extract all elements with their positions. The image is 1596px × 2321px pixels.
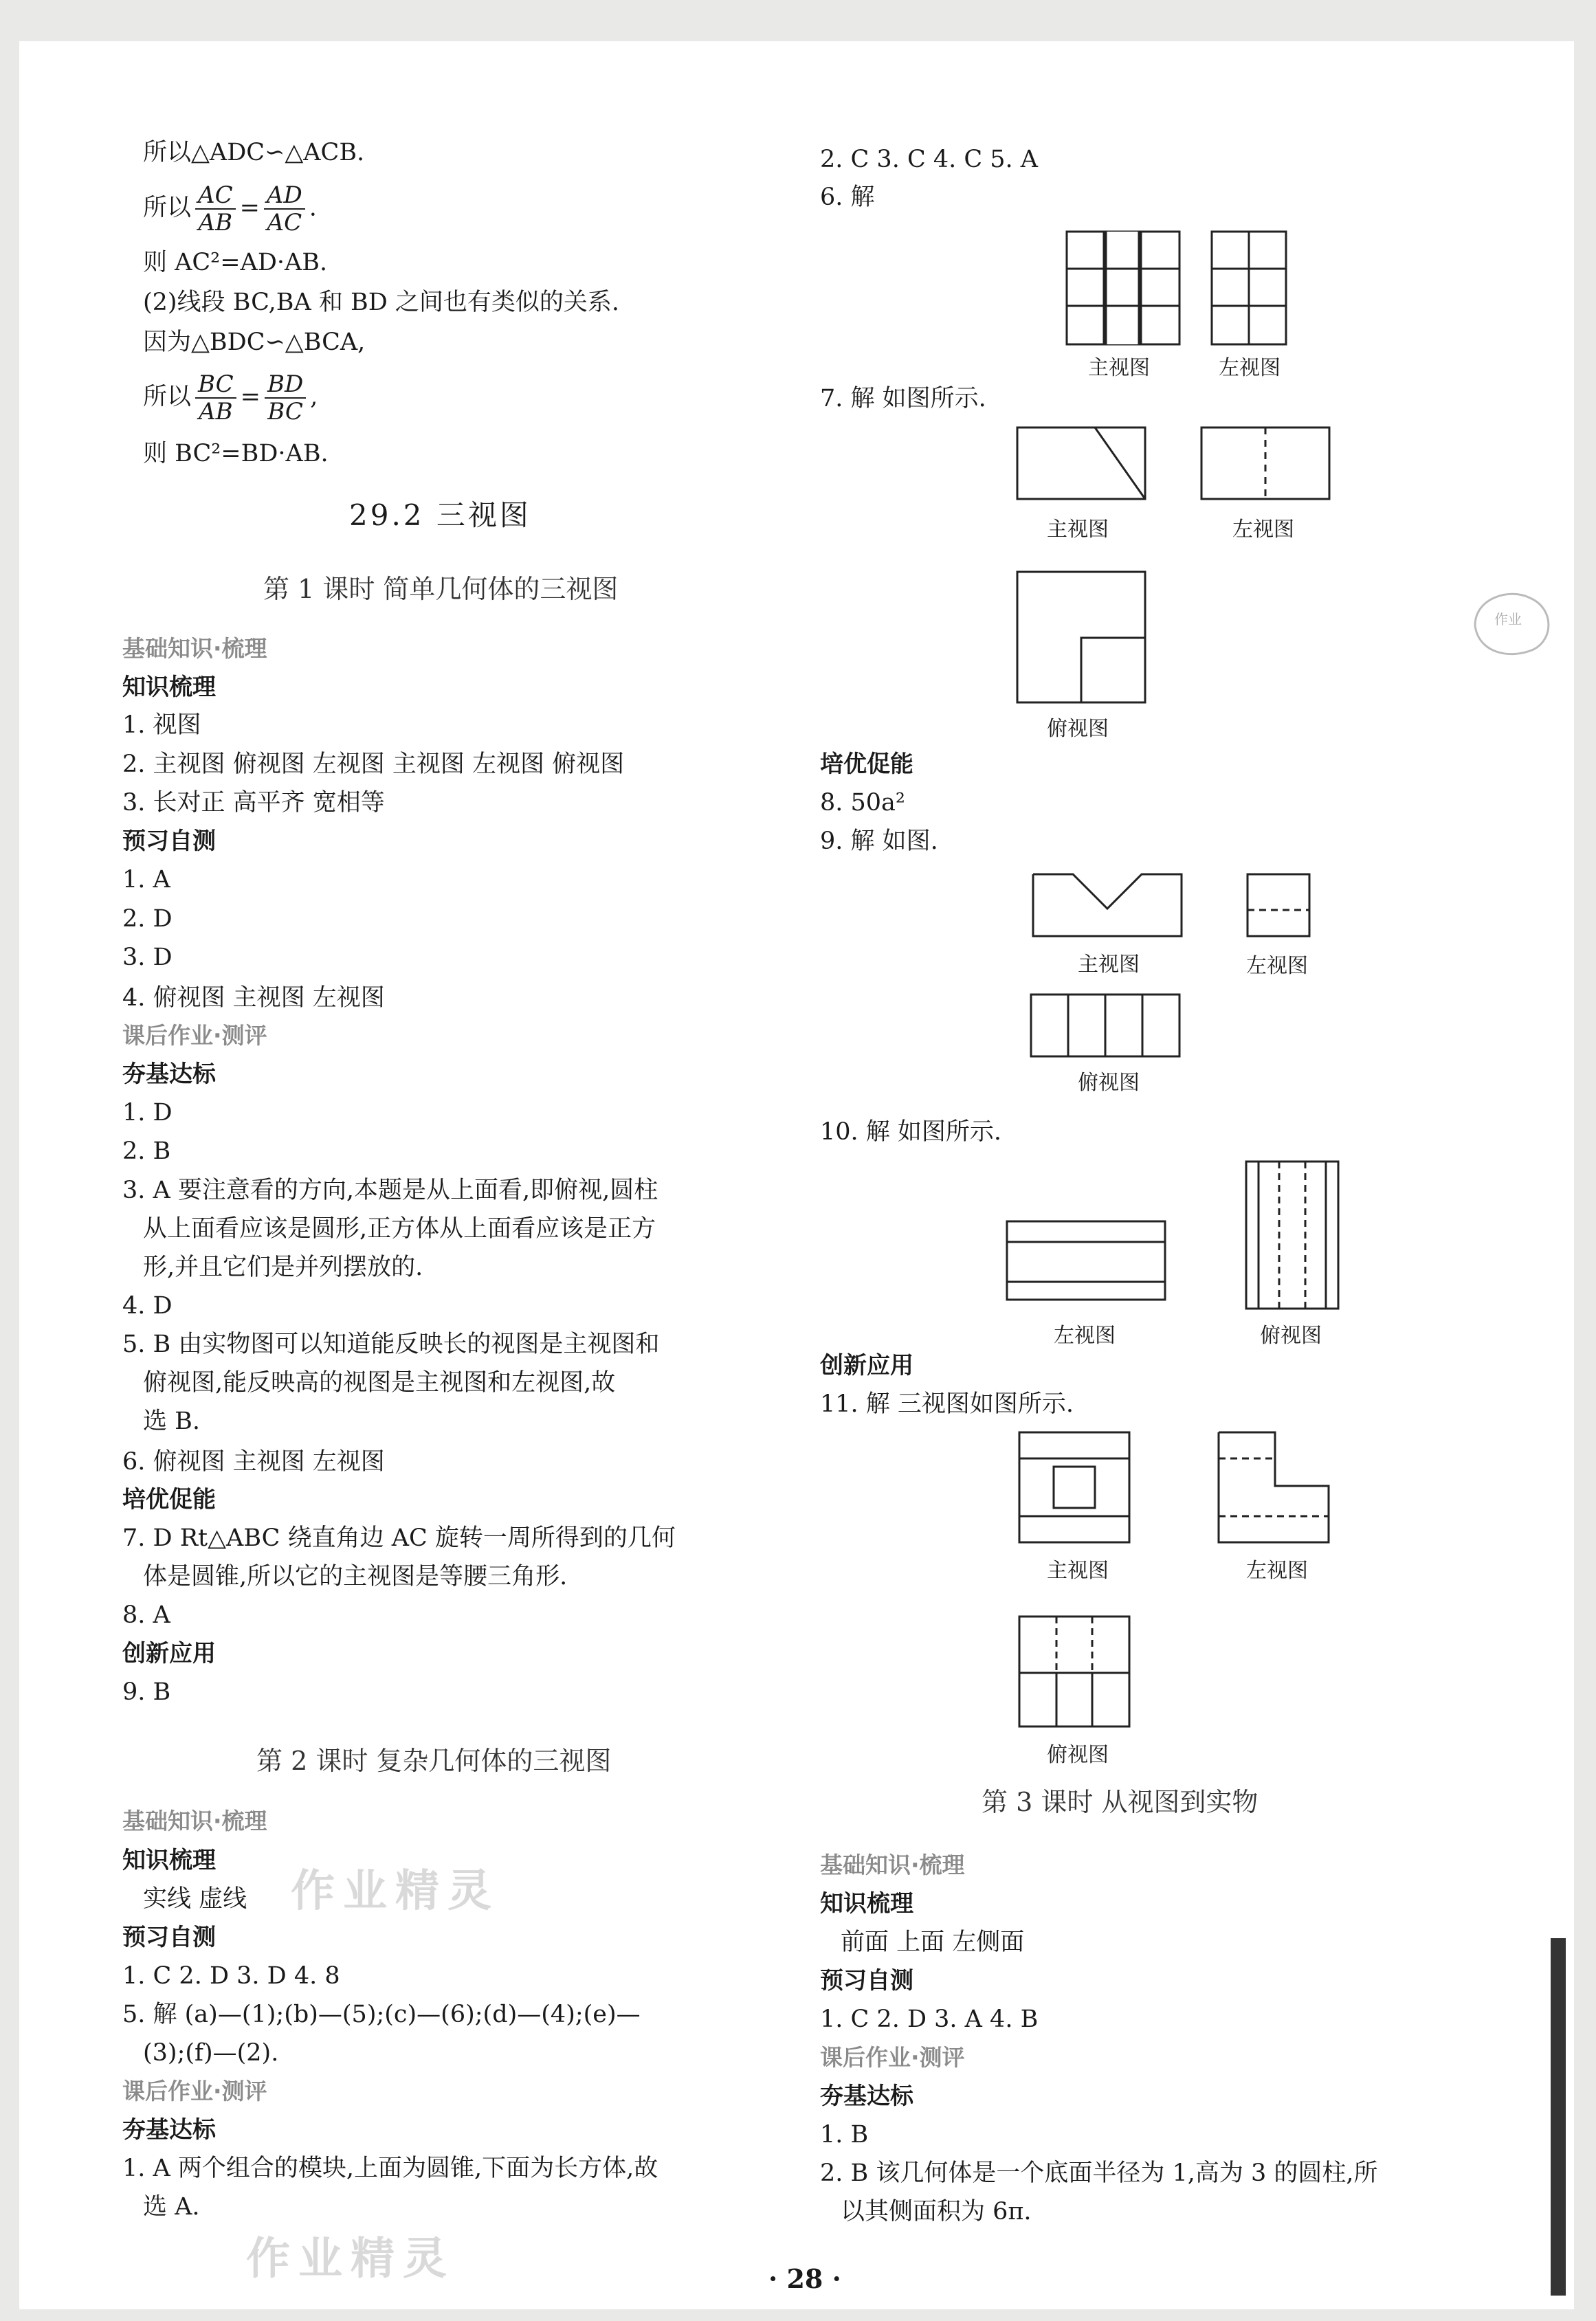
answer: 8. 50a² (820, 789, 905, 817)
heading: 培优促能 (122, 1486, 216, 1513)
answer: 2. 主视图 俯视图 左视图 主视图 左视图 俯视图 (122, 751, 625, 778)
page-number: · 28 · (768, 2263, 841, 2294)
heading: 创新应用 (820, 1352, 913, 1379)
group-heading: 课后作业·测评 (820, 2044, 965, 2071)
answer: 3. A 要注意看的方向,本题是从上面看,即俯视,圆柱 (122, 1177, 658, 1204)
group-heading: 基础知识·梳理 (122, 1808, 267, 1834)
fraction-line: 所以 $\frac{AC}{AB}$ = $\frac{AD}{AC}$ . (143, 181, 317, 236)
fraction-line: 所以 $\frac{BC}{AB}$ = $\frac{BD}{BC}$ , (143, 370, 318, 425)
q6-front-view-figure (1065, 230, 1182, 347)
answer: 2. D (122, 905, 173, 933)
answer: 前面 上面 左侧面 (841, 1929, 1025, 1956)
q7-top-view-figure (1016, 570, 1148, 705)
group-heading: 基础知识·梳理 (122, 635, 267, 662)
heading: 知识梳理 (122, 1847, 216, 1874)
heading: 知识梳理 (122, 674, 216, 701)
caption-left: 左视图 (1232, 518, 1294, 542)
q7-left-view-figure (1200, 426, 1332, 502)
fraction: $\frac{BD}{BC}$ (265, 371, 306, 425)
fraction: $\frac{AC}{AB}$ (195, 182, 236, 236)
text-line: (2)线段 BC,BA 和 BD 之间也有类似的关系. (143, 289, 620, 316)
watermark: 作业精灵 (246, 2234, 455, 2285)
heading: 知识梳理 (820, 1890, 913, 1918)
caption-top: 俯视图 (1260, 1324, 1322, 1348)
fraction: $\frac{AD}{AC}$ (264, 182, 305, 236)
group-heading: 课后作业·测评 (122, 1022, 267, 1049)
caption-front: 主视图 (1078, 953, 1140, 977)
answer: 1. D (122, 1099, 173, 1126)
answer: 2. B (122, 1137, 171, 1165)
lesson-title: 第 3 课时 从视图到实物 (982, 1787, 1259, 1817)
answer: 4. D (122, 1292, 173, 1320)
caption-top: 俯视图 (1078, 1071, 1140, 1095)
group-heading: 基础知识·梳理 (820, 1852, 965, 1878)
q9-left-view-figure (1246, 873, 1312, 939)
q10-top-view-figure (1245, 1160, 1341, 1311)
text-line: 则 AC²=AD·AB. (143, 249, 328, 276)
answer-cont: 选 A. (143, 2193, 200, 2221)
heading: 夯基达标 (820, 2083, 913, 2110)
heading: 预习自测 (820, 1967, 913, 1995)
caption-front: 主视图 (1047, 518, 1109, 542)
q6-left-view-figure (1210, 230, 1289, 347)
caption-top: 俯视图 (1047, 717, 1109, 741)
answer: 3. 长对正 高平齐 宽相等 (122, 789, 385, 817)
answer: 5. B 由实物图可以知道能反映长的视图是主视图和 (122, 1331, 660, 1358)
watermark: 作业精灵 (291, 1866, 500, 1917)
answer: 6. 解 (820, 184, 875, 211)
answer: 实线 虚线 (143, 1885, 247, 1913)
answer: 9. 解 如图. (820, 828, 938, 855)
answer: 2. C 3. C 4. C 5. A (820, 146, 1039, 173)
answer-cont: 俯视图,能反映高的视图是主视图和左视图,故 (143, 1369, 616, 1397)
caption-front: 主视图 (1088, 356, 1150, 380)
q11-top-view-figure (1018, 1615, 1132, 1729)
text-line: 所以△ADC∽△ACB. (143, 139, 365, 166)
answer: 6. 俯视图 主视图 左视图 (122, 1448, 385, 1476)
answer-cont: 从上面看应该是圆形,正方体从上面看应该是正方 (143, 1215, 656, 1243)
q10-left-view-figure (1006, 1220, 1168, 1302)
answer: 7. D Rt△ABC 绕直角边 AC 旋转一周所得到的几何 (122, 1524, 676, 1552)
answer: 5. 解 (a)—(1);(b)—(5);(c)—(6);(d)—(4);(e)— (122, 2001, 641, 2028)
text-line: 则 BC²=BD·AB. (143, 440, 329, 467)
answer: 2. B 该几何体是一个底面半径为 1,高为 3 的圆柱,所 (820, 2159, 1378, 2187)
answer: 9. B (122, 1678, 171, 1706)
answer: 1. A 两个组合的模块,上面为圆锥,下面为长方体,故 (122, 2155, 658, 2182)
answer-cont: 选 B. (143, 1408, 200, 1435)
answer: 4. 俯视图 主视图 左视图 (122, 984, 385, 1012)
caption-left: 左视图 (1246, 954, 1308, 978)
q7-front-view-figure (1016, 426, 1148, 502)
group-heading: 课后作业·测评 (122, 2078, 267, 2105)
answer-cont: 以其侧面积为 6π. (841, 2198, 1032, 2225)
q9-top-view-figure (1030, 993, 1182, 1059)
q11-left-view-figure (1217, 1431, 1331, 1545)
q9-front-view-figure (1032, 873, 1184, 939)
answer: 1. A (122, 866, 170, 893)
heading: 夯基达标 (122, 2116, 216, 2144)
lesson-title: 第 1 课时 简单几何体的三视图 (263, 574, 619, 604)
heading: 创新应用 (122, 1640, 216, 1667)
scan-edge-shadow (1551, 1938, 1566, 2296)
answer: 7. 解 如图所示. (820, 385, 986, 412)
caption-left: 左视图 (1219, 356, 1281, 380)
section-title: 29.2 三视图 (349, 498, 531, 532)
answer: 8. A (122, 1601, 170, 1629)
heading: 预习自测 (122, 1924, 216, 1951)
answer: 1. B (820, 2121, 869, 2148)
answer: 11. 解 三视图如图所示. (820, 1390, 1074, 1418)
text-line: 因为△BDC∽△BCA, (143, 329, 366, 356)
svg-text:作业: 作业 (1494, 611, 1522, 628)
heading: 夯基达标 (122, 1060, 216, 1088)
page (19, 41, 1574, 2309)
answer: 1. C 2. D 3. D 4. 8 (122, 1962, 340, 1990)
caption-left: 左视图 (1054, 1324, 1116, 1348)
answer-cont: 形,并且它们是并列摆放的. (143, 1254, 423, 1281)
caption-top: 俯视图 (1047, 1743, 1109, 1767)
heading: 预习自测 (122, 828, 216, 855)
lesson-title: 第 2 课时 复杂几何体的三视图 (256, 1746, 612, 1776)
answer: 10. 解 如图所示. (820, 1118, 1002, 1146)
answer-cont: (3);(f)—(2). (143, 2039, 279, 2067)
answer: 3. D (122, 944, 173, 971)
answer: 1. C 2. D 3. A 4. B (820, 2006, 1039, 2033)
caption-front: 主视图 (1047, 1559, 1109, 1583)
answer: 1. 视图 (122, 711, 201, 739)
caption-left: 左视图 (1246, 1559, 1308, 1583)
stamp-logo (1468, 584, 1558, 660)
heading: 培优促能 (820, 751, 913, 778)
q11-front-view-figure (1018, 1431, 1132, 1545)
fraction: $\frac{BC}{AB}$ (195, 371, 236, 425)
answer-cont: 体是圆锥,所以它的主视图是等腰三角形. (143, 1563, 568, 1590)
